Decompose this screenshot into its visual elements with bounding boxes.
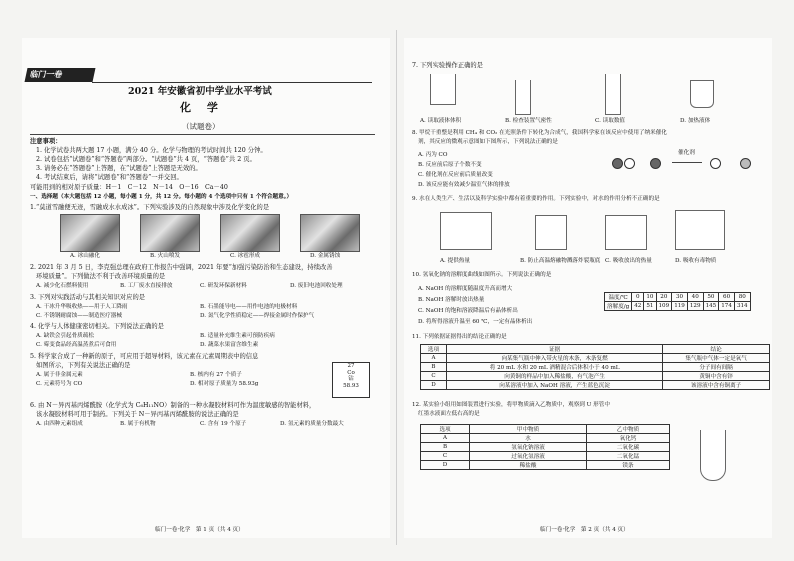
table-row <box>421 345 770 354</box>
table-cell: 42 <box>632 302 644 311</box>
q1-option: C. 冰雹形成 <box>230 253 261 259</box>
table-cell: 向某集气瓶中伸入带火星的木条，木条复燃 <box>446 354 662 363</box>
q4-option: B. 适量补充维生素可预防疾病 <box>200 333 275 339</box>
q4-option: A. 缺铁会引起骨质疏松 <box>36 333 94 339</box>
q9-option: B. 防止高温熔融物溅落炸裂瓶底 <box>520 258 601 264</box>
q7-option: C. 读取数值 <box>595 118 626 124</box>
atomic-mass-line: 可能用到的相对原子质量：H－1 C－12 N－14 O－16 Ca－40 <box>30 184 228 191</box>
q3-option: A. 干冰升华吸收热——用于人工降雨 <box>36 304 128 310</box>
q5-stem: 5. 科学家合成了一种新的原子，可应用于超导材料，该元素在元素周期表中的信息 <box>30 353 259 360</box>
q12-stem: 12. 某实验小组用如图装置进行实验，将甲物质滴入乙物质中，观察到 U 形管中 <box>412 402 610 408</box>
q9-apparatus-a <box>440 212 492 250</box>
molecule-jia <box>612 158 623 169</box>
q9-stem: 9. 水在人类生产、生活以及科学实验中都有着重要的作用。下列实验中，对水的作用分析不正确的是 <box>412 196 660 202</box>
q1-stem: 1.“莫道雪融便无迹，雪融成水水成冰”。下列实验涉及的自然现象中涉及化学变化的是 <box>30 204 270 211</box>
element-number: 27 <box>347 363 355 369</box>
molecule-jia <box>624 158 635 169</box>
table-cell: 温度/℃ <box>605 293 632 302</box>
table-row <box>421 434 670 443</box>
table-cell: 该溶液中含有铜离子 <box>663 381 770 390</box>
element-name: 钴 <box>348 376 354 382</box>
table-cell: 稀盐酸 <box>470 461 587 470</box>
q3-option: B. 石墨能导电——用作电池的电极材料 <box>200 304 298 310</box>
table-cell: 向黄铜的样品中加入稀盐酸，有气泡产生 <box>446 372 662 381</box>
table-row <box>421 363 770 372</box>
q8-option: C. 催化剂在反应前后质量改变 <box>418 172 493 178</box>
q7-cylinder-c <box>605 74 621 115</box>
q10-option: B. NaOH 溶解时放出热量 <box>418 297 485 303</box>
table-cell: 过氧化氢溶液 <box>470 452 587 461</box>
q7-cylinder-a <box>430 74 456 105</box>
table-cell: A <box>421 434 470 443</box>
table-cell: A <box>421 354 447 363</box>
q6-option: C. 含有 19 个原子 <box>200 421 247 427</box>
q10-option: A. NaOH 的溶解度随温度升高而增大 <box>418 286 513 292</box>
table-cell: 109 <box>656 302 672 311</box>
solubility-table <box>604 292 751 311</box>
table-header: 甲中物质 <box>470 425 587 434</box>
table-cell: 将 20 mL 水和 20 mL 酒精混合后体积小于 40 mL <box>446 363 662 372</box>
table-cell: 二氧化锰 <box>586 452 669 461</box>
q11-table <box>420 344 770 390</box>
q6-option: B. 属于有机物 <box>120 421 156 427</box>
table-header: 乙中物质 <box>586 425 669 434</box>
q7-option: B. 检查装置气密性 <box>505 118 552 124</box>
table-header: 证据 <box>446 345 662 354</box>
q5-option: A. 属于非金属元素 <box>36 372 83 378</box>
q7-testtube-b <box>515 80 531 115</box>
q12-stem: 红墨水液面左低右高的是 <box>418 411 480 417</box>
q8-stem: 剂，其反应的微观示意图如下图所示，下列说法正确的是 <box>418 139 558 145</box>
q6-stem: 6. 由 N－异丙基丙烯酰胺（化学式为 C₆H₁₁NO）制备的一种水凝胶材料可作为温度敏感的智能材料， <box>30 402 316 409</box>
q9-apparatus-b <box>535 215 567 250</box>
table-cell: 向某溶液中加入 NaOH 溶液，产生蓝色沉淀 <box>446 381 662 390</box>
table-cell: D <box>421 461 470 470</box>
q4-option: C. 霉变食品经高温蒸煮后可食用 <box>36 342 117 348</box>
q5-option: B. 核内有 27 个质子 <box>190 372 242 378</box>
table-row <box>605 293 751 302</box>
table-cell: B <box>421 443 470 452</box>
q3-option: C. 不锈钢耐腐蚀——制造医疗器械 <box>36 313 122 319</box>
q2-stem: 环境质量”。下列做法不利于改善环境质量的是 <box>36 273 166 280</box>
q6-stem: 该水凝胶材料可用于制药。下列关于 N－异丙基丙烯酰胺的说法正确的是 <box>36 411 239 418</box>
q3-option: D. 氮气化学性质稳定——焊接金属时作保护气 <box>200 313 315 319</box>
q9-apparatus-d <box>675 210 725 250</box>
table-cell: 145 <box>703 302 719 311</box>
page-footer: 临门一卷·化学 第 1 页（共 4 页） <box>155 527 244 533</box>
table-cell: D <box>421 381 447 390</box>
q8-stem: 8. 甲烷干重整是利用 CH₄ 和 CO₂ 在光照条件下转化为合成气，我国科学家在该反应中使用了纳米催化 <box>412 130 667 136</box>
q3-stem: 3. 下列对实践活动与其相关知识对应的是 <box>30 294 146 301</box>
table-row <box>421 443 670 452</box>
q7-option: D. 加热液体 <box>680 118 711 124</box>
table-cell: 氢氧化钠溶液 <box>470 443 587 452</box>
catalyst-label: 催化剂 <box>678 150 695 156</box>
q5-option: C. 元素符号为 CO <box>36 381 83 387</box>
table-cell: 二氧化碳 <box>586 443 669 452</box>
molecule-bing <box>710 158 721 169</box>
element-cell <box>332 362 370 398</box>
table-cell: 119 <box>672 302 688 311</box>
section1-heading: 一、选择题（本大题包括 12 小题，每小题 1 分，共 12 分。每小题的 4 个选项中只有 1 个符合题意。） <box>30 194 293 200</box>
q1-photo-b <box>140 214 200 252</box>
table-cell: 129 <box>687 302 703 311</box>
exam-subject: 化 学 <box>180 101 224 114</box>
table-cell: 氧化钙 <box>586 434 669 443</box>
table-cell: 80 <box>734 293 750 302</box>
table-cell: 分子间有间隔 <box>663 363 770 372</box>
table-row <box>421 425 670 434</box>
q5-stem: 如图所示，下列有关说法正确的是 <box>36 362 131 369</box>
q7-stem: 7. 下列实验操作正确的是 <box>412 62 483 69</box>
table-cell: 174 <box>719 302 735 311</box>
q10-stem: 10. 氢氧化钠的溶解度曲线如图所示。下列说法正确的是 <box>412 272 552 278</box>
q4-option: D. 蔬菜水果富含维生素 <box>200 342 259 348</box>
q10-option: C. NaOH 的饱和溶液降温后有晶体析出 <box>418 308 518 314</box>
q1-photo-d <box>300 214 360 252</box>
q1-photo-a <box>60 214 120 252</box>
table-cell: 314 <box>734 302 750 311</box>
q11-stem: 11. 下列依据证据得出的结论正确的是 <box>412 334 507 340</box>
q6-option: A. 由四种元素组成 <box>36 421 83 427</box>
element-mass: 58.93 <box>343 382 359 389</box>
brand-logo: 临门一卷 <box>25 68 96 82</box>
table-cell: C <box>421 372 447 381</box>
table-cell: 50 <box>703 293 719 302</box>
table-row <box>421 461 670 470</box>
q9-apparatus-c <box>605 215 647 250</box>
q9-option: C. 吸收放出的热量 <box>605 258 652 264</box>
notice-item: 2. 试卷包括“试题卷”和“答题卷”两部分。“试题卷”共 4 页，“答题卷”共 2 页。 <box>36 156 256 163</box>
q9-option: D. 吸收有毒物质 <box>675 258 717 264</box>
q2-option: C. 研发环保新材料 <box>200 283 247 289</box>
q1-option: D. 金属锈蚀 <box>310 253 341 259</box>
table-cell: 40 <box>687 293 703 302</box>
q2-stem: 2. 2021 年 3 月 5 日，李克强总理在政府工作报告中强调，2021 年要“加强污染防治和生态建设，持续改善 <box>30 264 333 271</box>
table-cell: 20 <box>656 293 672 302</box>
q10-option: D. 将所得溶液升温至 60 ℃，一定有晶体析出 <box>418 319 533 325</box>
table-cell: 30 <box>672 293 688 302</box>
header-rule <box>92 82 372 83</box>
table-cell: 镁条 <box>586 461 669 470</box>
q2-option: A. 减少化石燃料使用 <box>36 283 89 289</box>
q8-option: D. 该反应能有效减少温室气体的排放 <box>418 182 510 188</box>
notice-item: 4. 考试结束后，请将“试题卷”和“答题卷”一并交回。 <box>36 174 183 181</box>
q6-option: D. 氢元素的质量分数最大 <box>280 421 344 427</box>
table-header: 选项 <box>421 345 447 354</box>
q1-option: B. 火山喷发 <box>150 253 181 259</box>
q2-option: B. 工厂废水直接排放 <box>120 283 173 289</box>
q7-heating-d <box>690 80 714 108</box>
q7-option: A. 读取液体体积 <box>420 118 462 124</box>
page-footer: 临门一卷·化学 第 2 页（共 4 页） <box>540 527 629 533</box>
table-cell: 集气瓶中气体一定是氧气 <box>663 354 770 363</box>
table-row <box>421 452 670 461</box>
table-cell: 10 <box>644 293 656 302</box>
q12-table <box>420 424 670 470</box>
q8-option: B. 反应前后原子个数不变 <box>418 162 482 168</box>
table-row <box>421 354 770 363</box>
q2-option: D. 废旧电池回收处理 <box>290 283 343 289</box>
q1-option: A. 冰山融化 <box>70 253 100 259</box>
table-cell: C <box>421 452 470 461</box>
q8-option: A. 丙为 CO <box>418 152 448 158</box>
u-tube-apparatus <box>700 430 726 481</box>
notice-heading: 注意事项： <box>30 138 62 145</box>
table-cell: 60 <box>719 293 735 302</box>
table-cell: 0 <box>632 293 644 302</box>
table-cell: 黄铜中含有锌 <box>663 372 770 381</box>
table-header: 结论 <box>663 345 770 354</box>
reaction-arrow <box>672 162 702 163</box>
exam-volume: （试题卷） <box>182 122 220 131</box>
table-row <box>421 381 770 390</box>
table-cell: 水 <box>470 434 587 443</box>
q4-stem: 4. 化学与人体健康密切相关。下列说法正确的是 <box>30 323 164 330</box>
molecule-ding <box>740 158 751 169</box>
table-cell: 溶解度/g <box>605 302 632 311</box>
notice-item: 3. 请务必在“答题卷”上答题，在“试题卷”上答题是无效的。 <box>36 165 202 172</box>
exam-title: 2021 年安徽省初中学业水平考试 <box>128 86 272 97</box>
table-row <box>421 372 770 381</box>
q5-option: D. 相对原子质量为 58.93g <box>190 381 259 387</box>
table-row <box>605 302 751 311</box>
notice-item: 1. 化学试卷共两大题 17 小题，满分 40 分。化学与物理的考试时间共 120 分钟。 <box>36 147 267 154</box>
element-symbol: Co <box>347 369 355 376</box>
q1-photo-c <box>220 214 280 252</box>
page-fold <box>396 30 397 545</box>
title-divider <box>30 134 375 135</box>
table-header: 选项 <box>421 425 470 434</box>
molecule-yi <box>650 158 661 169</box>
table-cell: 51 <box>644 302 656 311</box>
table-cell: B <box>421 363 447 372</box>
q9-option: A. 提供热量 <box>440 258 470 264</box>
